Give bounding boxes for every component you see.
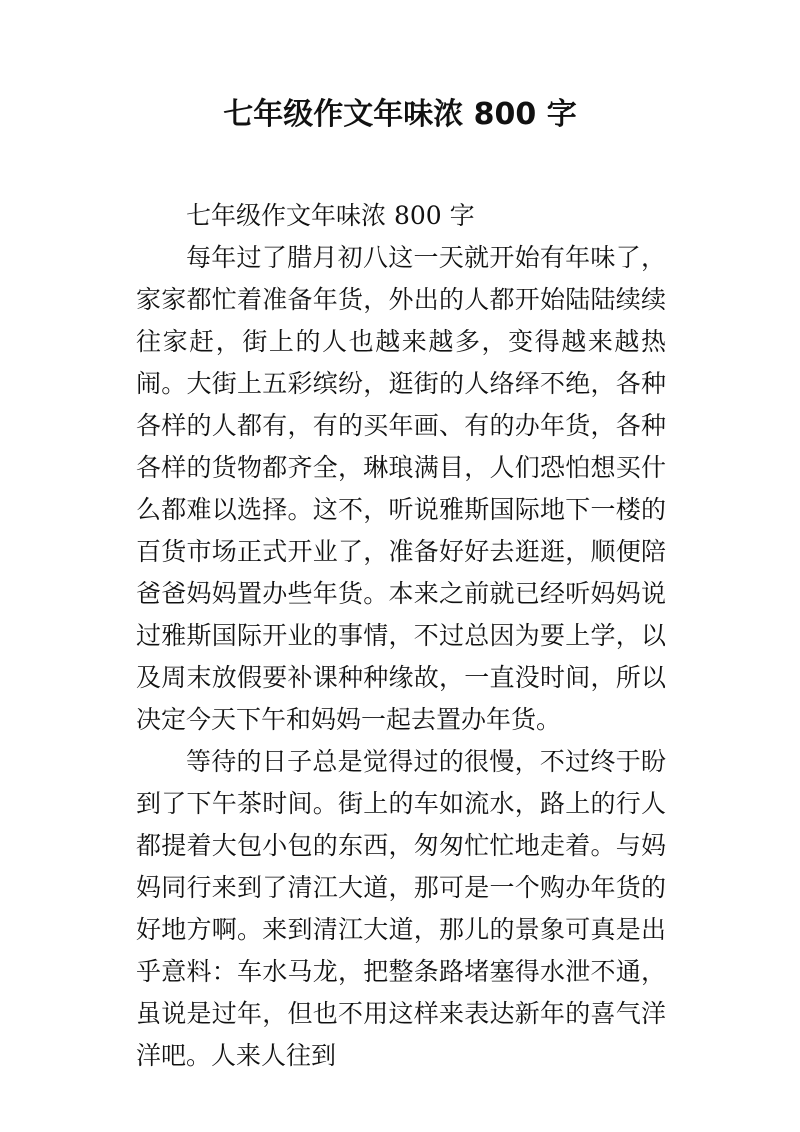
document-body bbox=[136, 195, 666, 1077]
paragraph-1: 每年过了腊月初八这一天就开始有年味了，家家都忙着准备年货，外出的人都开始陆陆续续往家赶，街上的人也越来越多，变得越来越热闹。大街上五彩缤纷，逛街的人络绎不绝，各种各样的人都有，有的买年画、有的办年货，各种各样的货物都齐全，琳琅满目，人们恐怕想买什么都难以选择。这不，听说雅斯国际地下一楼的百货市场正式开业了，准备好好去逛逛，顺便陪爸爸妈妈置办些年货。本来之前就已经听妈妈说过雅斯国际开业的事情，不过总因为要上学，以及周末放假要补课种种缘故，一直没时间，所以决定今天下午和妈妈一起去置办年货。 bbox=[136, 243, 666, 734]
document-title: 七年级作文年味浓 800 字 bbox=[223, 97, 577, 132]
paragraph-heading-repeat: 七年级作文年味浓 800 字 bbox=[186, 201, 475, 230]
paragraph-2: 等待的日子总是觉得过的很慢，不过终于盼到了下午茶时间。街上的车如流水，路上的行人都提着大包小包的东西，匆匆忙忙地走着。与妈妈同行来到了清江大道，那可是一个购办年货的好地方啊。来到清江大道，那儿的景象可真是出乎意料：车水马龙，把整条路堵塞得水泄不通，虽说是过年，但也不用这样来表达新年的喜气洋洋吧。人来人往到 bbox=[136, 747, 666, 1070]
